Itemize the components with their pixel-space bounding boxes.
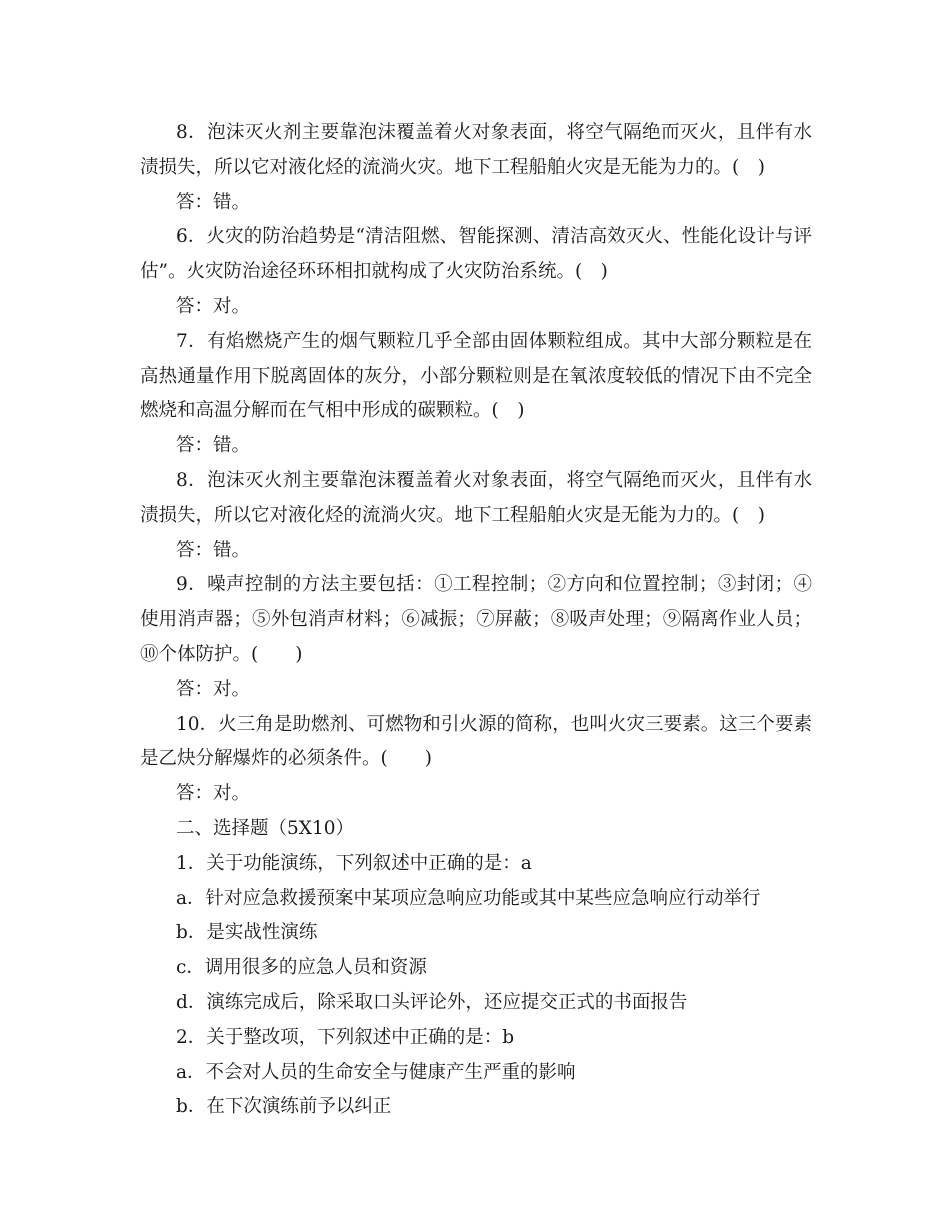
question-6: 6．火灾的防治趋势是“清洁阻燃、智能探测、清洁高效灭火、性能化设计与评估”。火灾防治途径环环相扣就构成了火灾防治系统。( ) [140, 226, 812, 283]
question-9: 9．噪声控制的方法主要包括：①工程控制；②方向和位置控制；③封闭；④使用消声器；⑤外包消声材料；⑥减振；⑦屏蔽；⑧吸声处理；⑨隔离作业人员；⑩个体防护。( ) [140, 574, 812, 665]
choice-option: a．不会对人员的生命安全与健康产生严重的影响 [176, 1061, 576, 1083]
question-8-first: 8．泡沫灭火剂主要靠泡沫覆盖着火对象表面，将空气隔绝而灭火，且伴有水渍损失，所以它对液化烃的流淌火灾。地下工程船舶火灾是无能为力的。( ) [140, 122, 812, 178]
choice-option: b．是实战性演练 [176, 922, 318, 944]
choice-question-2: 2．关于整改项，下列叙述中正确的是：b [176, 1026, 515, 1048]
question-7: 7．有焰燃烧产生的烟气颗粒几乎全部由固体颗粒组成。其中大部分颗粒是在高热通量作用下脱离固体的灰分，小部分颗粒则是在氧浓度较低的情况下由不完全燃烧和高温分解而在气相中形成的碳颗粒。( ) [140, 330, 812, 422]
answer-line: 答：对。 [176, 678, 251, 700]
question-10: 10．火三角是助燃剂、可燃物和引火源的简称，也叫火灾三要素。这三个要素是乙炔分解爆炸的必须条件。( ) [140, 713, 812, 770]
section-heading: 二、选择题（5X10） [176, 817, 354, 839]
answer-line: 答：对。 [176, 783, 251, 805]
answer-line: 答：错。 [176, 435, 251, 457]
choice-option: a．针对应急救援预案中某项应急响应功能或其中某些应急响应行动举行 [176, 887, 761, 909]
choice-option: c．调用很多的应急人员和资源 [176, 957, 427, 979]
choice-option: d．演练完成后，除采取口头评论外，还应提交正式的书面报告 [176, 991, 688, 1013]
choice-question-1: 1．关于功能演练，下列叙述中正确的是：a [176, 852, 532, 874]
choice-option: b．在下次演练前予以纠正 [176, 1096, 392, 1118]
answer-line: 答：对。 [176, 295, 251, 317]
document-page [140, 116, 812, 1125]
answer-line: 答：错。 [176, 539, 251, 561]
question-8-second: 8．泡沫灭火剂主要靠泡沫覆盖着火对象表面，将空气隔绝而灭火，且伴有水渍损失，所以它对液化烃的流淌火灾。地下工程船舶火灾是无能为力的。( ) [140, 469, 812, 526]
answer-line: 答：错。 [176, 191, 251, 213]
